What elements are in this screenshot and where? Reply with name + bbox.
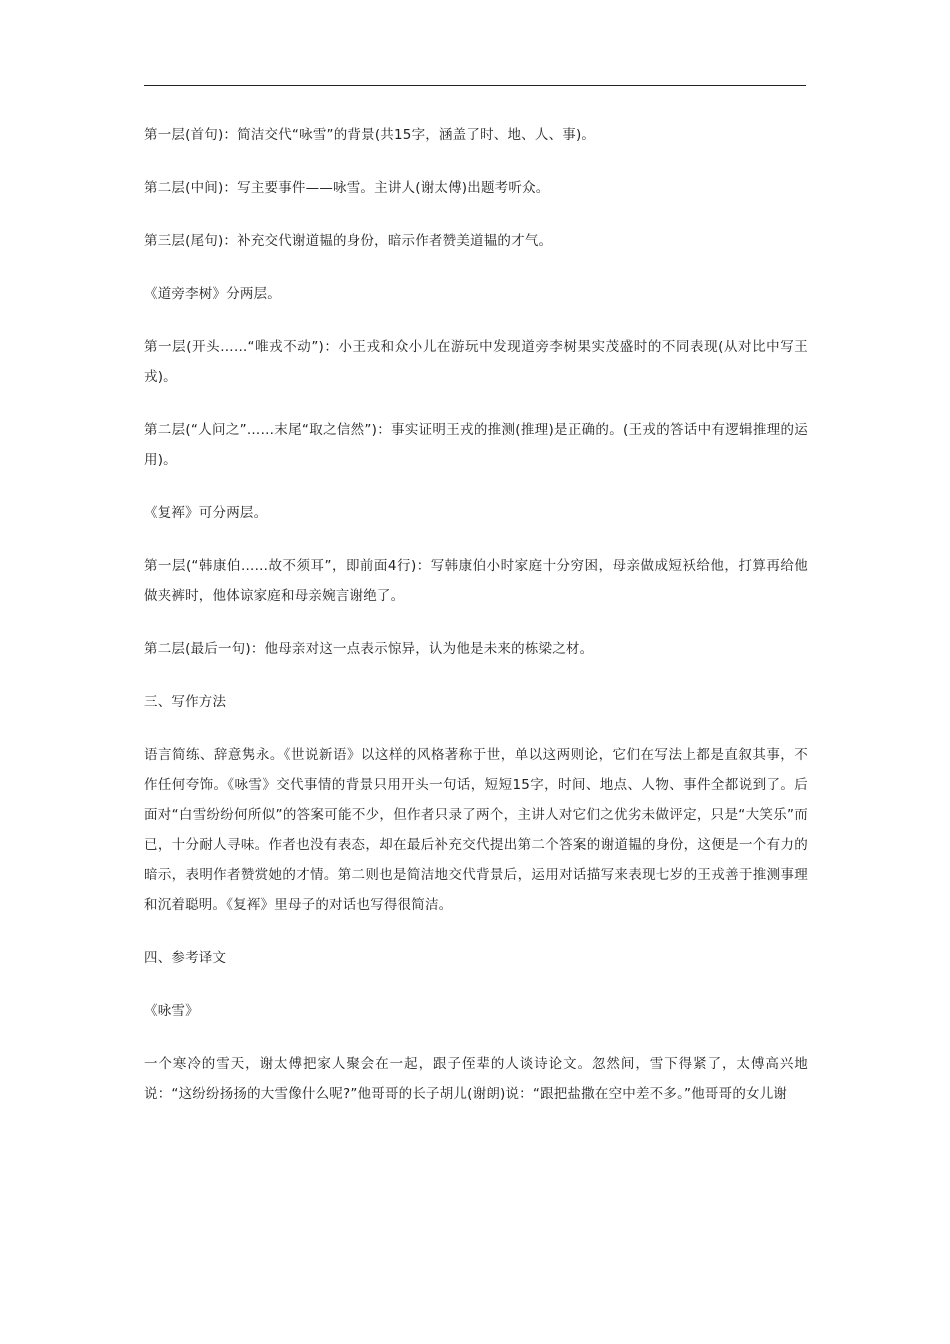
paragraph-yongxue-title: 《咏雪》 — [144, 1003, 199, 1019]
paragraph-yongxue-layer-2: 第二层(中间)：写主要事件——咏雪。主讲人(谢太傅)出题考听众。 — [144, 180, 550, 196]
section-heading-translation: 四、参考译文 — [144, 950, 227, 966]
paragraph-yongxue-layer-1: 第一层(首句)：简洁交代“咏雪”的背景(共15字，涵盖了时、地、人、事)。 — [144, 127, 596, 143]
paragraph-daopanglishu-layer-2: 第二层(“人问之”……末尾“取之信然”)：事实证明王戎的推测(推理)是正确的。(王戎的答话中有逻辑推理的运用)。 — [144, 422, 808, 468]
paragraph-daopanglishu-layer-1: 第一层(开头……“唯戎不动”)：小王戎和众小儿在游玩中发现道旁李树果实茂盛时的不同表现(从对比中写王戎)。 — [144, 339, 808, 385]
paragraph-yongxue-translation: 一个寒冷的雪天，谢太傅把家人聚会在一起，跟子侄辈的人谈诗论文。忽然间，雪下得紧了，太傅高兴地说：“这纷纷扬扬的大雪像什么呢?”他哥哥的长子胡儿(谢朗)说：“跟把盐撒在空中差不多。”他哥哥的女儿谢 — [144, 1056, 808, 1102]
section-heading-writing-method: 三、写作方法 — [144, 694, 227, 710]
paragraph-yongxue-layer-3: 第三层(尾句)：补充交代谢道韫的身份，暗示作者赞美道韫的才气。 — [144, 233, 553, 249]
paragraph-fukun-layer-2: 第二层(最后一句)：他母亲对这一点表示惊异，认为他是未来的栋梁之材。 — [144, 641, 594, 657]
document-body — [144, 120, 808, 1132]
paragraph-daopanglishu-heading: 《道旁李树》分两层。 — [144, 286, 281, 302]
paragraph-fukun-layer-1: 第一层(“韩康伯……故不须耳”，即前面4行)：写韩康伯小时家庭十分穷困，母亲做成短袄给他，打算再给他做夹裤时，他体谅家庭和母亲婉言谢绝了。 — [144, 558, 808, 604]
paragraph-fukun-heading: 《复裈》可分两层。 — [144, 505, 268, 521]
header-rule — [144, 85, 806, 86]
paragraph-writing-method: 语言简练、辞意隽永。《世说新语》以这样的风格著称于世，单以这两则论，它们在写法上都是直叙其事，不作任何夸饰。《咏雪》交代事情的背景只用开头一句话，短短15字，时间、地点、人物、事件全都说到了。后面对“白雪纷纷何所似”的答案可能不少，但作者只录了两个，主讲人对它们之优劣未做评定，只是“大笑乐”而已，十分耐人寻味。作者也没有表态，却在最后补充交代提出第二个答案的谢道韫的身份，这便是一个有力的暗示，表明作者赞赏她的才情。第二则也是简洁地交代背景后，运用对话描写来表现七岁的王戎善于推测事理和沉着聪明。《复裈》里母子的对话也写得很简洁。 — [144, 747, 808, 913]
